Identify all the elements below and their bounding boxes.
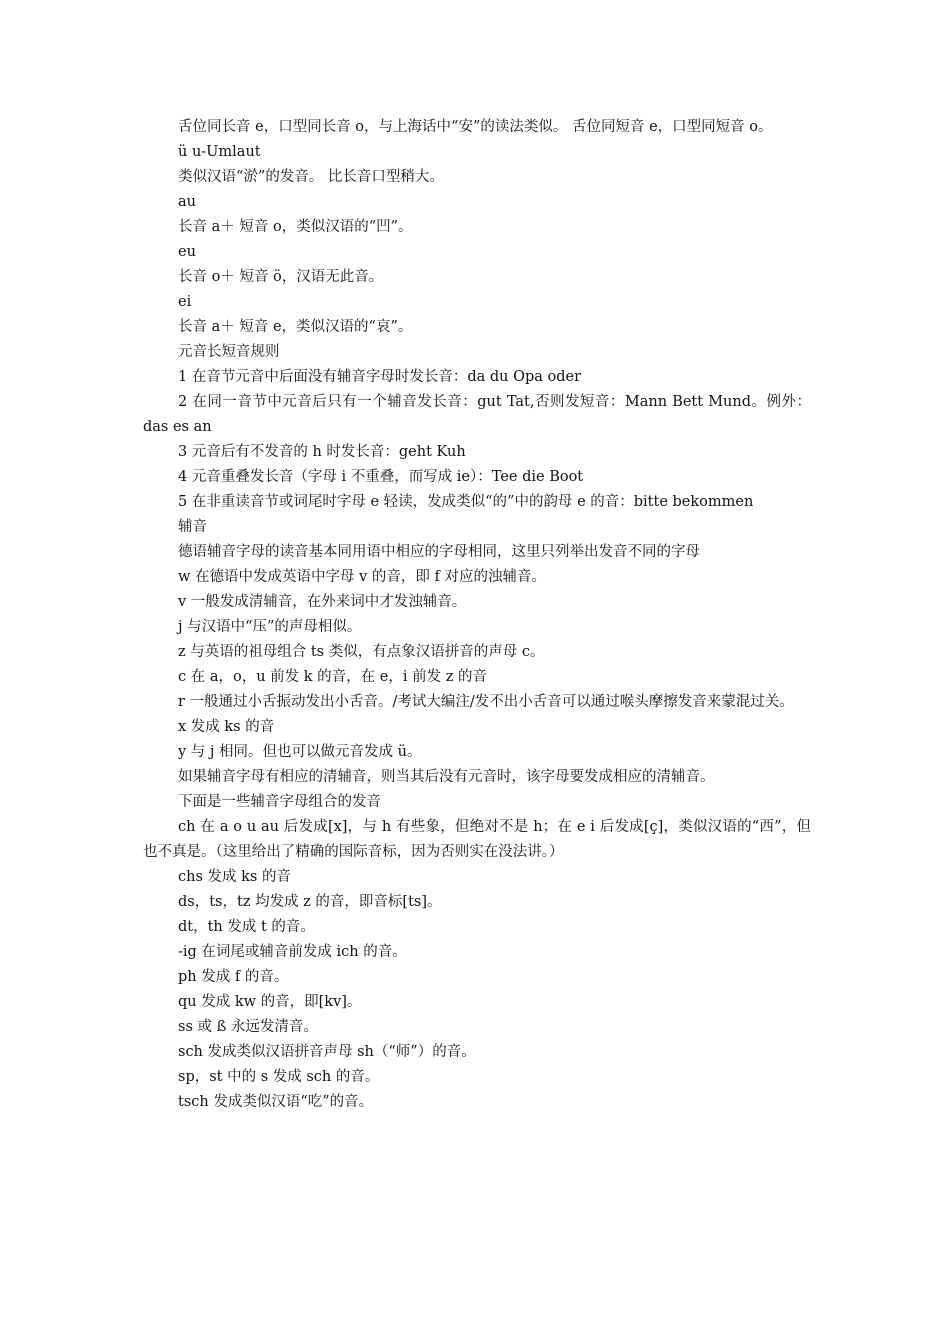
combination-ds-ts-tz: ds，ts，tz 均发成 z 的音，即音标[ts]。	[178, 894, 442, 910]
heading-au: au	[178, 194, 196, 210]
rule-2: 2 在同一音节中元音后只有一个辅音发长音：gut Tat,否则发短音：Mann Bett Mund。例外：das es an	[143, 394, 811, 435]
paragraph-vowel-oe: 舌位同长音 e，口型同长音 o，与上海话中“安”的读法类似。 舌位同短音 e，口型同短音 o。	[178, 119, 773, 135]
combination-qu: qu 发成 kw 的音，即[kv]。	[178, 994, 362, 1010]
line-au-desc: 长音 a＋ 短音 o，类似汉语的“凹”。	[178, 219, 413, 235]
heading-eu: eu	[178, 244, 196, 260]
rule-1: 1 在音节元音中后面没有辅音字母时发长音：da du Opa oder	[178, 369, 582, 385]
consonants-intro: 德语辅音字母的读音基本同用语中相应的字母相同，这里只列举出发音不同的字母	[178, 544, 700, 560]
consonant-c: c 在 a，o，u 前发 k 的音，在 e，i 前发 z 的音	[178, 669, 487, 685]
line-u-umlaut-desc: 类似汉语“淤”的发音。 比长音口型稍大。	[178, 169, 444, 185]
combination-sp-st: sp，st 中的 s 发成 sch 的音。	[178, 1069, 380, 1085]
combination-ig: -ig 在词尾或辅音前发成 ich 的音。	[178, 944, 407, 960]
consonant-j: j 与汉语中“压”的声母相似。	[178, 619, 362, 635]
heading-ei: ei	[178, 294, 192, 310]
combination-dt-th: dt，th 发成 t 的音。	[178, 919, 315, 935]
rule-5: 5 在非重读音节或词尾时字母 e 轻读，发成类似“的”中的韵母 e 的音：bitte bekommen	[178, 494, 754, 510]
combination-ss: ss 或 ß 永远发清音。	[178, 1019, 318, 1035]
rule-4: 4 元音重叠发长音（字母 i 不重叠，而写成 ie）：Tee die Boot	[178, 469, 584, 485]
combination-chs: chs 发成 ks 的音	[178, 869, 291, 885]
consonant-z: z 与英语的祖母组合 ts 类似，有点象汉语拼音的声母 c。	[178, 644, 545, 660]
consonant-y: y 与 j 相同。但也可以做元音发成 ü。	[178, 744, 422, 760]
consonant-x: x 发成 ks 的音	[178, 719, 275, 735]
combination-tsch: tsch 发成类似汉语“吃”的音。	[178, 1094, 374, 1110]
line-eu-desc: 长音 o＋ 短音 ö，汉语无此音。	[178, 269, 384, 285]
consonant-v: v 一般发成清辅音，在外来词中才发浊辅音。	[178, 594, 467, 610]
consonant-w: w 在德语中发成英语中字母 v 的音，即 f 对应的浊辅音。	[178, 569, 547, 585]
consonant-r: r 一般通过小舌振动发出小舌音。/考试大编注/发不出小舌音可以通过喉头摩擦发音来蒙混过关。	[178, 694, 794, 710]
combination-ch: ch 在 a o u au 后发成[x]，与 h 有些象，但绝对不是 h；在 e i 后发成[ç]，类似汉语的“西”，但也不真是。（这里给出了精确的国际音标，因为否则实在没法讲。）	[143, 819, 811, 860]
consonant-devoicing-rule: 如果辅音字母有相应的清辅音，则当其后没有元音时，该字母要发成相应的清辅音。	[178, 769, 715, 785]
document-body	[143, 115, 811, 1115]
rule-3: 3 元音后有不发音的 h 时发长音：geht Kuh	[178, 444, 466, 460]
line-ei-desc: 长音 a＋ 短音 e，类似汉语的“哀”。	[178, 319, 413, 335]
heading-consonant-combinations: 下面是一些辅音字母组合的发音	[178, 794, 381, 810]
combination-sch: sch 发成类似汉语拼音声母 sh（“师”）的音。	[178, 1044, 476, 1060]
heading-consonants: 辅音	[178, 519, 207, 535]
heading-vowel-rules: 元音长短音规则	[178, 344, 280, 360]
heading-u-umlaut: ü u-Umlaut	[178, 144, 261, 160]
combination-ph: ph 发成 f 的音。	[178, 969, 289, 985]
